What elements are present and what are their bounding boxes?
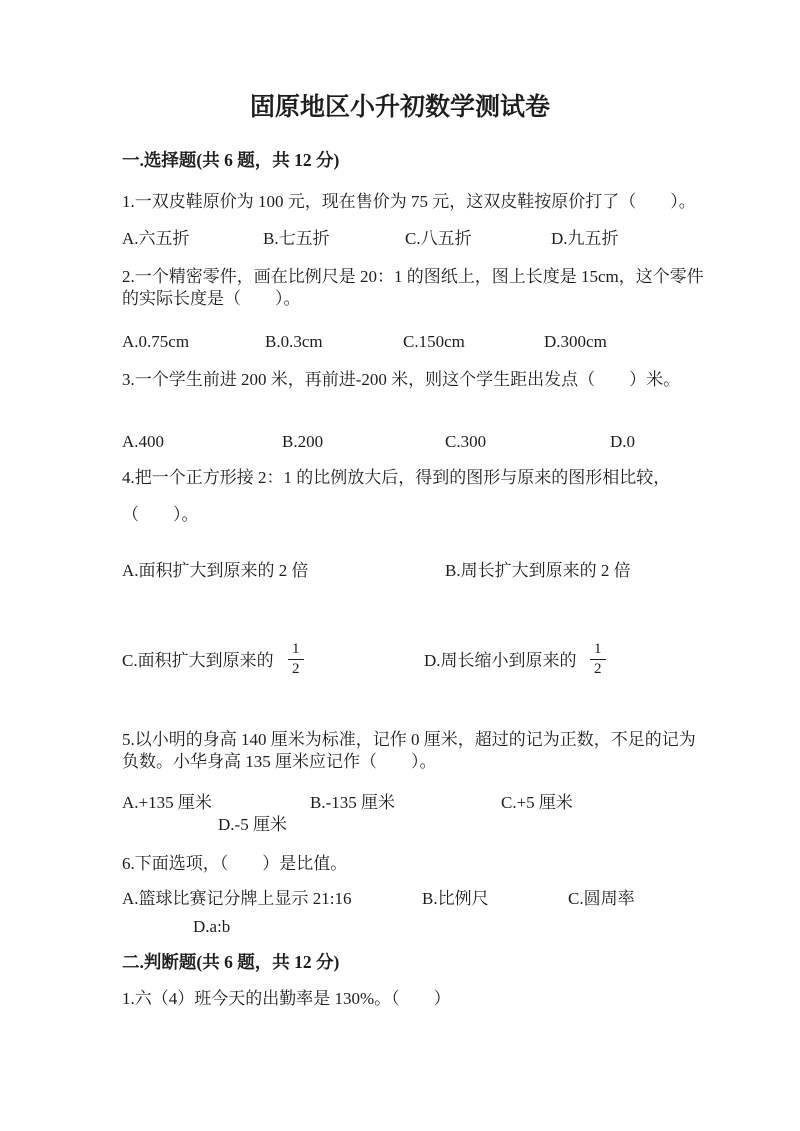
q2-text-line2: 的实际长度是（ ）。 [122, 289, 301, 308]
q6-text: 6.下面选项，（ ）是比值。 [122, 854, 348, 873]
q6-option-d: D.a:b [193, 917, 231, 936]
q4-text-line2: （ ）。 [122, 505, 199, 524]
q2-option-d: D.300cm [544, 332, 607, 351]
q2-option-b: B.0.3cm [265, 332, 323, 351]
q1-option-b: B.七五折 [263, 229, 330, 248]
q6-option-c: C.圆周率 [568, 889, 635, 908]
q2-option-c: C.150cm [403, 332, 465, 351]
q5-text-line2: 负数。小华身高 135 厘米应记作（ ）。 [122, 752, 437, 771]
q4-option-c-fraction [288, 640, 304, 679]
q4-option-d-label: D.周长缩小到原来的 [424, 651, 577, 670]
q5-option-c: C.+5 厘米 [501, 793, 573, 812]
q1-option-d: D.九五折 [551, 229, 619, 248]
q2-text-line1: 2.一个精密零件，画在比例尺是 20：1 的图纸上，图上长度是 15cm，这个零件 [122, 267, 704, 286]
q4-option-b: B.周长扩大到原来的 2 倍 [445, 561, 631, 580]
q4-option-c-label: C.面积扩大到原来的 [122, 651, 274, 670]
q4-option-d-fraction [590, 640, 606, 679]
q3-option-b: B.200 [282, 432, 324, 451]
section-choice-heading: 一.选择题(共 6 题，共 12 分) [122, 150, 340, 170]
q2-option-a: A.0.75cm [122, 332, 190, 351]
q1-option-a: A.六五折 [122, 229, 190, 248]
fraction-denominator: 2 [292, 661, 300, 677]
q3-option-c: C.300 [445, 432, 487, 451]
q5-option-a: A.+135 厘米 [122, 793, 212, 812]
q5-option-d: D.-5 厘米 [218, 815, 287, 834]
q6-option-a: A.篮球比赛记分牌上显示 21:16 [122, 889, 352, 908]
fraction-numerator: 1 [288, 640, 304, 660]
q4-text-line1: 4.把一个正方形接 2：1 的比例放大后，得到的图形与原来的图形相比较， [122, 468, 671, 487]
q3-option-a: A.400 [122, 432, 165, 451]
judge-q1-text: 1.六（4）班今天的出勤率是 130%。（ ） [122, 989, 451, 1008]
q5-text-line1: 5.以小明的身高 140 厘米为标准，记作 0 厘米，超过的记为正数，不足的记为 [122, 730, 696, 749]
page-title: 固原地区小升初数学测试卷 [249, 94, 550, 121]
q1-option-c: C.八五折 [405, 229, 472, 248]
q5-option-b: B.-135 厘米 [310, 793, 395, 812]
q3-text: 3.一个学生前进 200 米，再前进-200 米，则这个学生距出发点（ ）米。 [122, 370, 681, 389]
section-judge-heading: 二.判断题(共 6 题，共 12 分) [122, 952, 340, 972]
q1-text: 1.一双皮鞋原价为 100 元，现在售价为 75 元，这双皮鞋按原价打了（ ）。 [122, 192, 696, 211]
q3-option-d: D.0 [610, 432, 636, 451]
q4-option-a: A.面积扩大到原来的 2 倍 [122, 561, 309, 580]
fraction-numerator: 1 [590, 640, 606, 660]
q6-option-b: B.比例尺 [422, 889, 489, 908]
fraction-denominator: 2 [594, 661, 602, 677]
